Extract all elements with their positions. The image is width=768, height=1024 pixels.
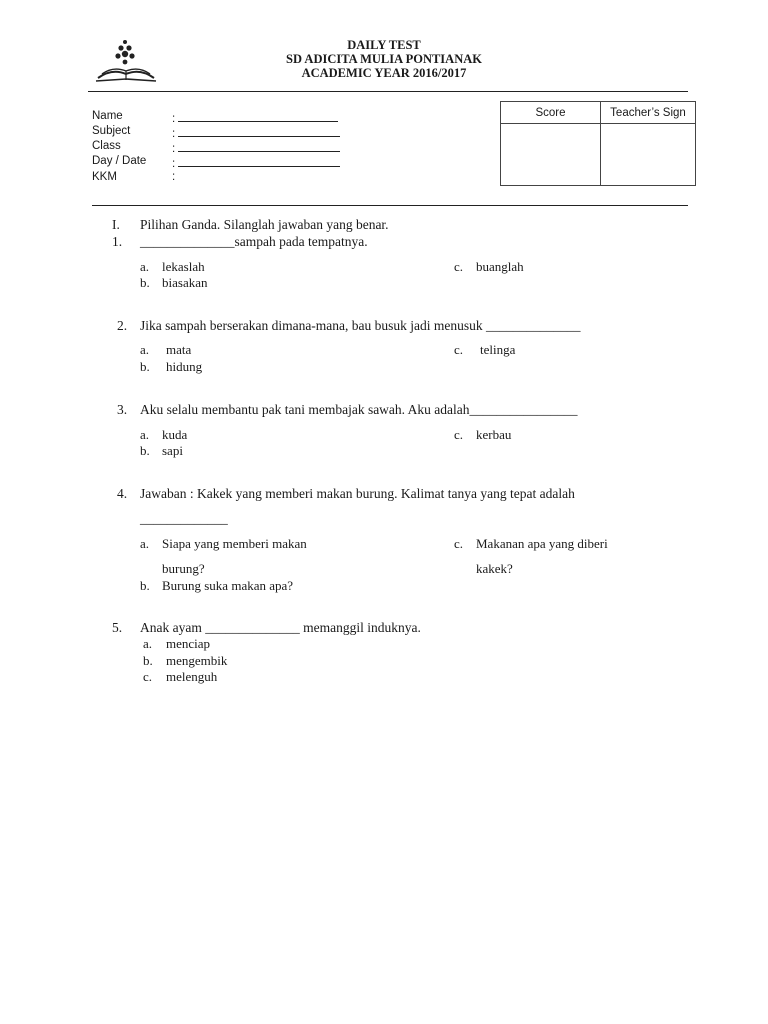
teacher-sign-header: Teacher’s Sign [601, 102, 696, 124]
answer-option[interactable]: lekaslah [162, 259, 205, 274]
option-letter: b. [140, 359, 150, 374]
answer-option[interactable]: melenguh [166, 669, 218, 684]
date-field[interactable]: : [172, 155, 340, 170]
question-text: Jika sampah berserakan dimana-mana, bau busuk jadi menusuk ______________ [140, 318, 581, 333]
answer-option[interactable]: mata [166, 342, 192, 357]
question-number: 1. [112, 234, 123, 249]
option-letter: a. [140, 342, 150, 357]
option-letter: c. [454, 259, 464, 274]
answer-option[interactable]: sapi [162, 443, 183, 458]
header-divider [88, 91, 688, 92]
question-text: Aku selalu membantu pak tani membajak sawah. Aku adalah________________ [140, 402, 578, 417]
option-letter: c. [454, 427, 464, 442]
answer-option-cont[interactable]: kakek? [476, 561, 513, 576]
option-letter: c. [454, 536, 464, 551]
kkm-field: : [172, 171, 176, 183]
teacher-sign-cell[interactable] [601, 124, 696, 186]
option-letter: c. [143, 669, 153, 684]
class-label: Class [92, 140, 121, 152]
score-cell[interactable] [501, 124, 601, 186]
answer-option[interactable]: Burung suka makan apa? [162, 578, 294, 593]
option-letter: b. [140, 443, 150, 458]
question-number: 2. [117, 318, 128, 333]
academic-year: ACADEMIC YEAR 2016/2017 [301, 66, 467, 80]
answer-option[interactable]: kuda [162, 427, 188, 442]
question-blank: _____________ [140, 511, 228, 526]
answer-option[interactable]: hidung [166, 359, 203, 374]
school-name: SD ADICITA MULIA PONTIANAK [286, 52, 482, 66]
answer-option[interactable]: biasakan [162, 275, 208, 290]
question-number: 3. [117, 402, 128, 417]
option-letter: b. [140, 275, 150, 290]
option-letter: b. [140, 578, 150, 593]
question-text: Anak ayam ______________ memanggil induknya. [140, 620, 421, 635]
answer-option[interactable]: kerbau [476, 427, 512, 442]
option-letter: a. [140, 259, 150, 274]
fields-divider [92, 205, 688, 206]
question-text: Jawaban : Kakek yang memberi makan burung. Kalimat tanya yang tepat adalah [140, 486, 575, 501]
section-instruction: Pilihan Ganda. Silanglah jawaban yang benar. [140, 217, 389, 232]
answer-option[interactable]: menciap [166, 636, 211, 651]
name-field[interactable]: : [172, 110, 338, 125]
option-letter: b. [143, 653, 153, 668]
answer-option[interactable]: buanglah [476, 259, 524, 274]
option-letter: c. [454, 342, 464, 357]
answer-option-cont[interactable]: burung? [162, 561, 205, 576]
subject-field[interactable]: : [172, 125, 340, 140]
question-number: 4. [117, 486, 128, 501]
answer-option[interactable]: Siapa yang memberi makan [162, 536, 307, 551]
test-title: DAILY TEST [347, 38, 421, 52]
answer-option[interactable]: Makanan apa yang diberi [476, 536, 608, 551]
question-number: 5. [112, 620, 123, 635]
answer-option[interactable]: telinga [480, 342, 516, 357]
question-text: ______________sampah pada tempatnya. [140, 234, 368, 249]
score-header: Score [501, 102, 601, 124]
option-letter: a. [140, 427, 150, 442]
answer-option[interactable]: mengembik [166, 653, 228, 668]
score-table [500, 101, 696, 186]
name-label: Name [92, 110, 123, 122]
option-letter: a. [140, 536, 150, 551]
option-letter: a. [143, 636, 153, 651]
class-field[interactable]: : [172, 140, 340, 155]
kkm-label: KKM [92, 171, 117, 183]
date-label: Day / Date [92, 155, 147, 167]
subject-label: Subject [92, 125, 131, 137]
section-number: I. [112, 217, 120, 232]
